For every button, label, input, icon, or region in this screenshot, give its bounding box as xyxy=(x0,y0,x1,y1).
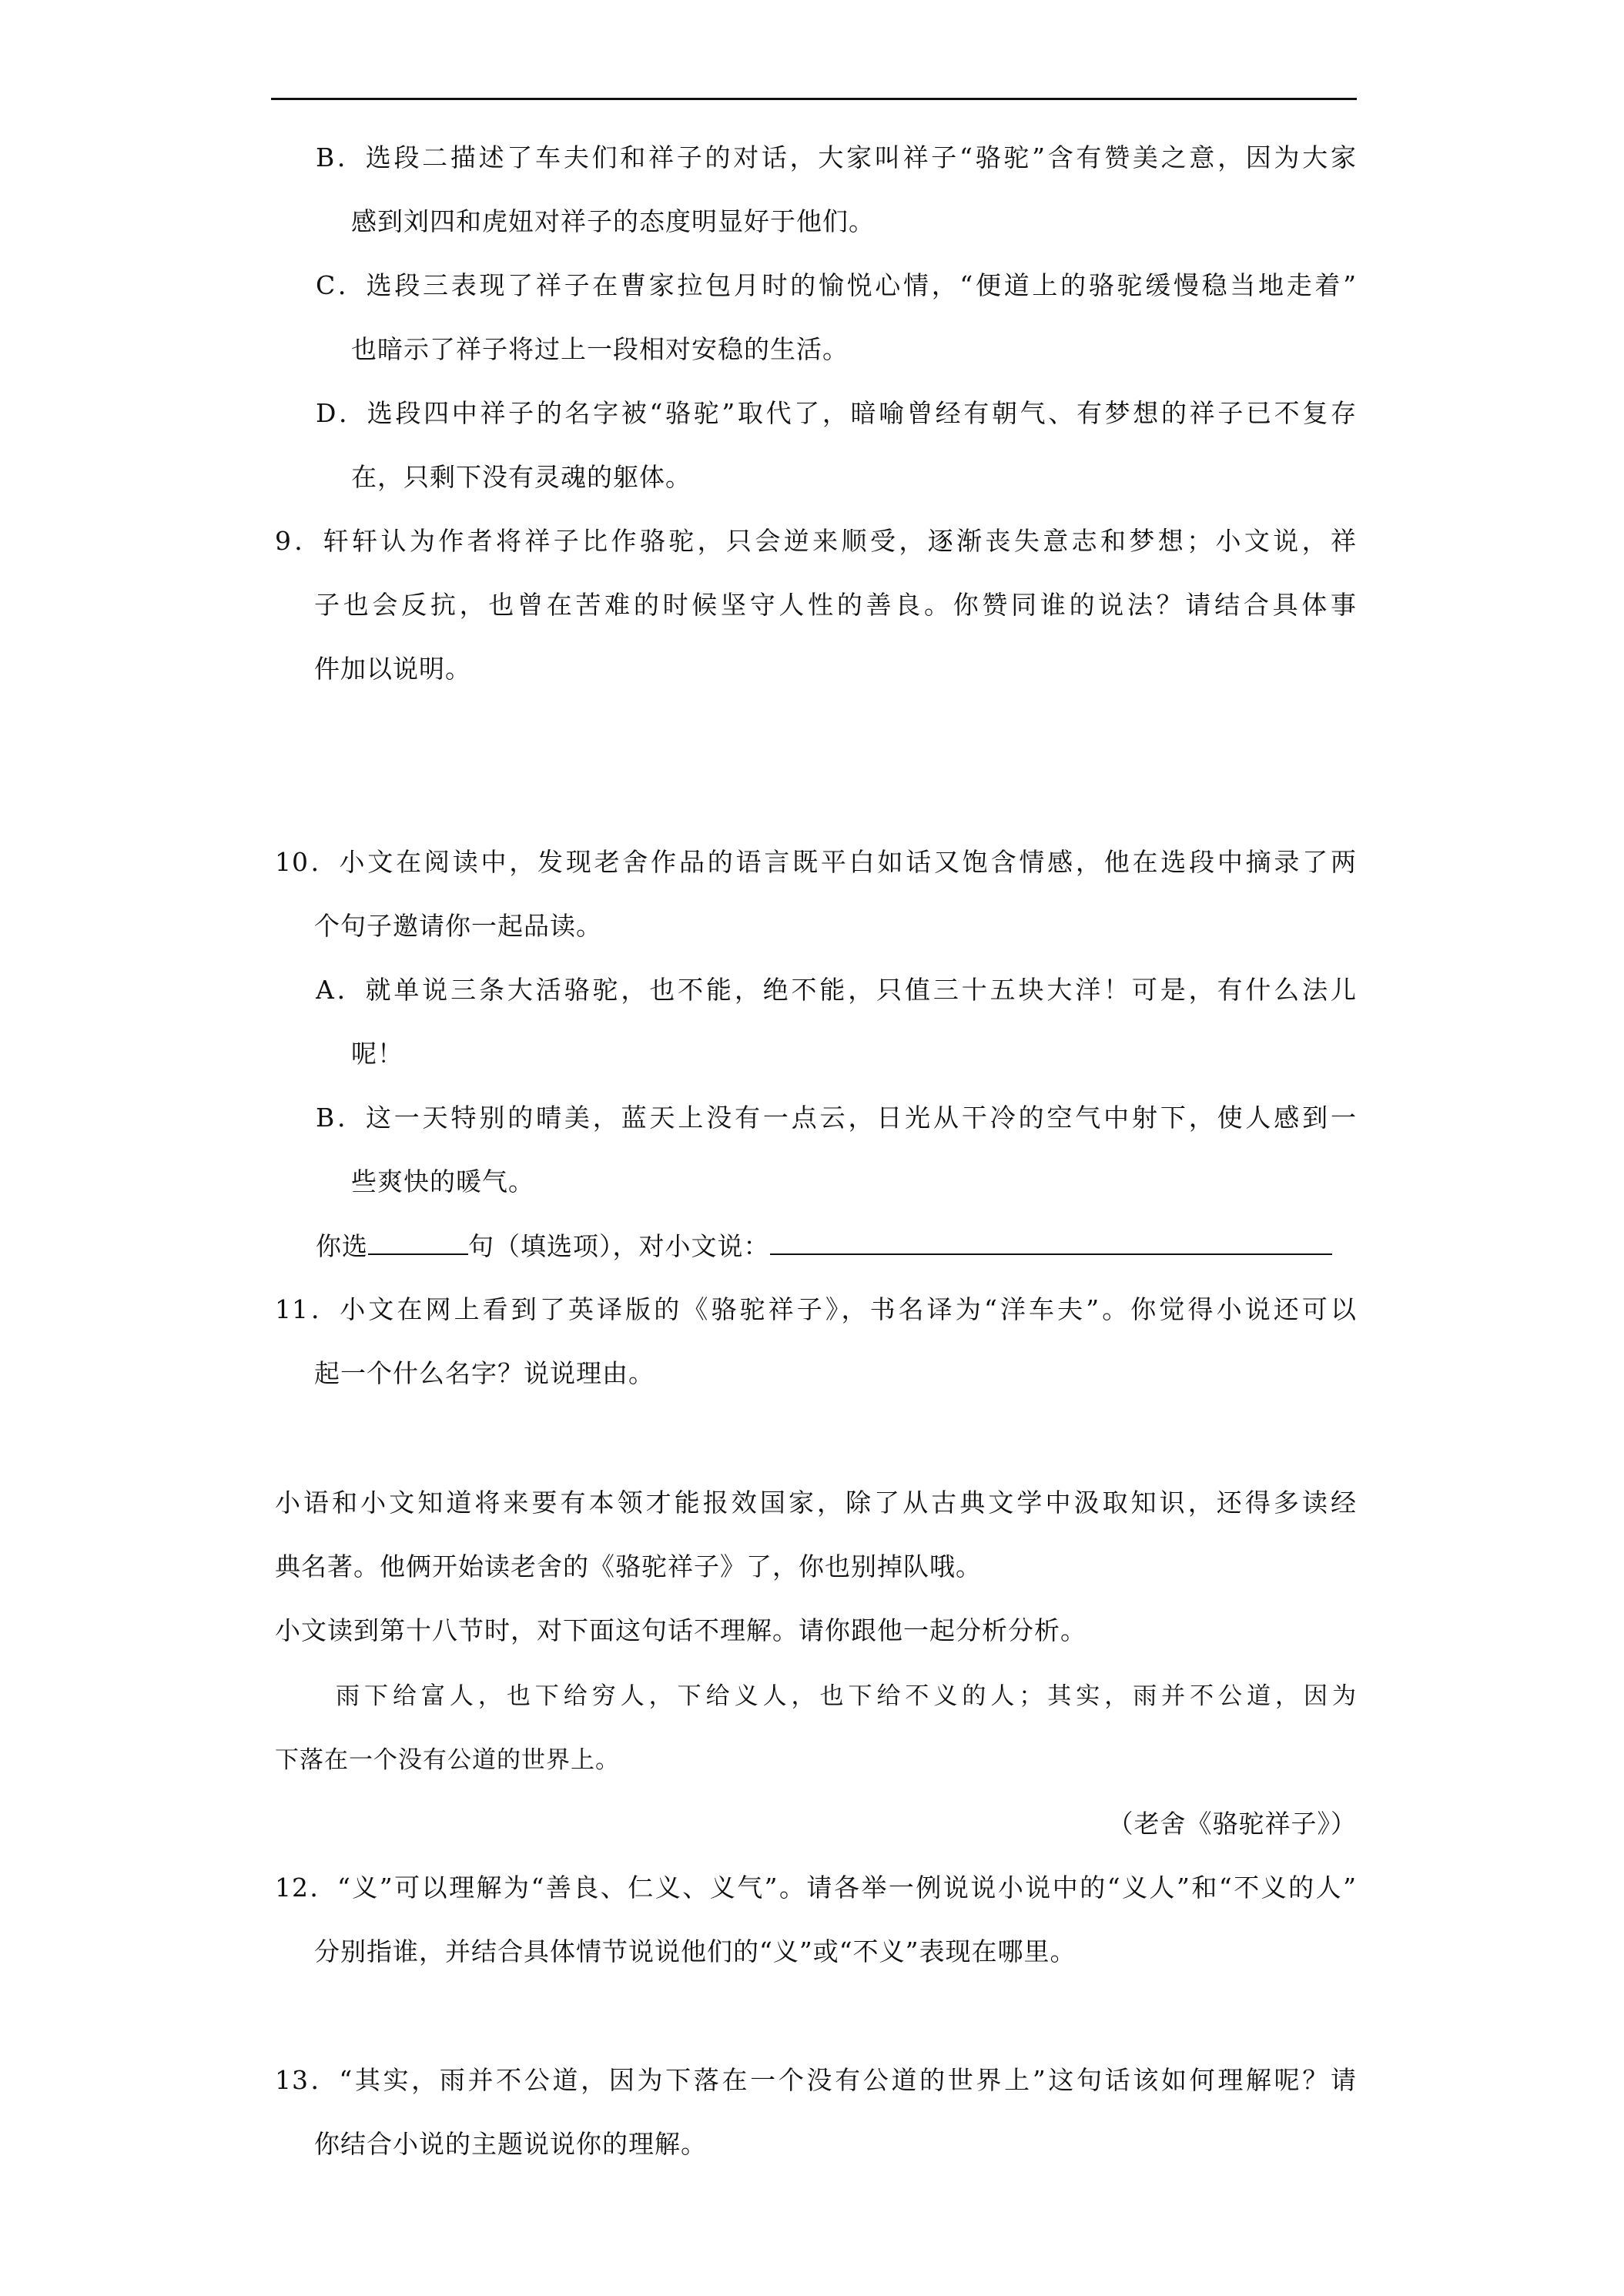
q11-line2: 起一个什么名字？说说理由。 xyxy=(314,1358,655,1388)
q12-line2: 分别指谁，并结合具体情节说说他们的“义”或“不义”表现在哪里。 xyxy=(314,1936,1077,1966)
q9-line1: 9．轩轩认为作者将祥子比作骆驼，只会逆来顺受，逐渐丧失意志和梦想；小文说，祥 xyxy=(275,526,1357,556)
q8-option-c-line2: 也暗示了祥子将过上一段相对安稳的生活。 xyxy=(351,334,849,364)
q10-option-a-line2: 呢！ xyxy=(351,1039,403,1069)
q10-answer-middle: 句（填选项），对小文说： xyxy=(468,1231,770,1261)
header-rule xyxy=(271,98,1357,100)
q10-line1: 10．小文在阅读中，发现老舍作品的语言既平白如话又饱含情感，他在选段中摘录了两 xyxy=(275,847,1357,877)
q10-option-b-line2: 些爽快的暖气。 xyxy=(351,1166,534,1197)
q12-line1: 12．“义”可以理解为“善良、仁义、义气”。请各举一例说说小说中的“义人”和“不义的人” xyxy=(275,1873,1357,1903)
q13-line1: 13．“其实，雨并不公道，因为下落在一个没有公道的世界上”这句话该如何理解呢？请 xyxy=(275,2065,1357,2095)
q10-answer-line xyxy=(316,1229,1332,1263)
q8-option-d-line1: D．选段四中祥子的名字被“骆驼”取代了，暗喻曾经有朝气、有梦想的祥子已不复存 xyxy=(316,398,1357,428)
q13-line2: 你结合小说的主题说说你的理解。 xyxy=(314,2129,707,2159)
q10-answer-blank[interactable] xyxy=(770,1229,1332,1255)
q10-answer-prefix: 你选 xyxy=(316,1231,368,1261)
intro-line3: 小文读到第十八节时，对下面这句话不理解。请你跟他一起分析分析。 xyxy=(275,1615,1087,1645)
q9-line3: 件加以说明。 xyxy=(314,654,471,684)
quote-line2: 下落在一个没有公道的世界上。 xyxy=(275,1746,620,1774)
q8-option-d-line2: 在，只剩下没有灵魂的躯体。 xyxy=(351,462,691,492)
quote-line1: 雨下给富人，也下给穷人，下给义人，也下给不义的人；其实，雨并不公道，因为 xyxy=(336,1682,1357,1710)
q10-option-b-line1: B．这一天特别的晴美，蓝天上没有一点云，日光从干冷的空气中射下，使人感到一 xyxy=(316,1103,1357,1133)
quote-source: （老舍《骆驼祥子》） xyxy=(1107,1809,1357,1839)
q10-line2: 个句子邀请你一起品读。 xyxy=(314,911,602,941)
intro-line2: 典名著。他俩开始读老舍的《骆驼祥子》了，你也别掉队哦。 xyxy=(275,1551,982,1581)
q8-option-b-line2: 感到刘四和虎妞对祥子的态度明显好于他们。 xyxy=(351,206,875,236)
q8-option-b-line1: B．选段二描述了车夫们和祥子的对话，大家叫祥子“骆驼”含有赞美之意，因为大家 xyxy=(316,142,1357,172)
q11-line1: 11．小文在网上看到了英译版的《骆驼祥子》，书名译为“洋车夫”。你觉得小说还可以 xyxy=(275,1294,1357,1324)
q10-option-a-line1: A．就单说三条大活骆驼，也不能，绝不能，只值三十五块大洋！可是，有什么法儿 xyxy=(316,975,1357,1005)
q8-option-c-line1: C．选段三表现了祥子在曹家拉包月时的愉悦心情，“便道上的骆驼缓慢稳当地走着” xyxy=(316,270,1357,300)
q9-line2: 子也会反抗，也曾在苦难的时候坚守人性的善良。你赞同谁的说法？请结合具体事 xyxy=(314,590,1357,620)
intro-line1: 小语和小文知道将来要有本领才能报效国家，除了从古典文学中汲取知识，还得多读经 xyxy=(275,1488,1357,1518)
q10-option-blank[interactable] xyxy=(368,1229,468,1255)
